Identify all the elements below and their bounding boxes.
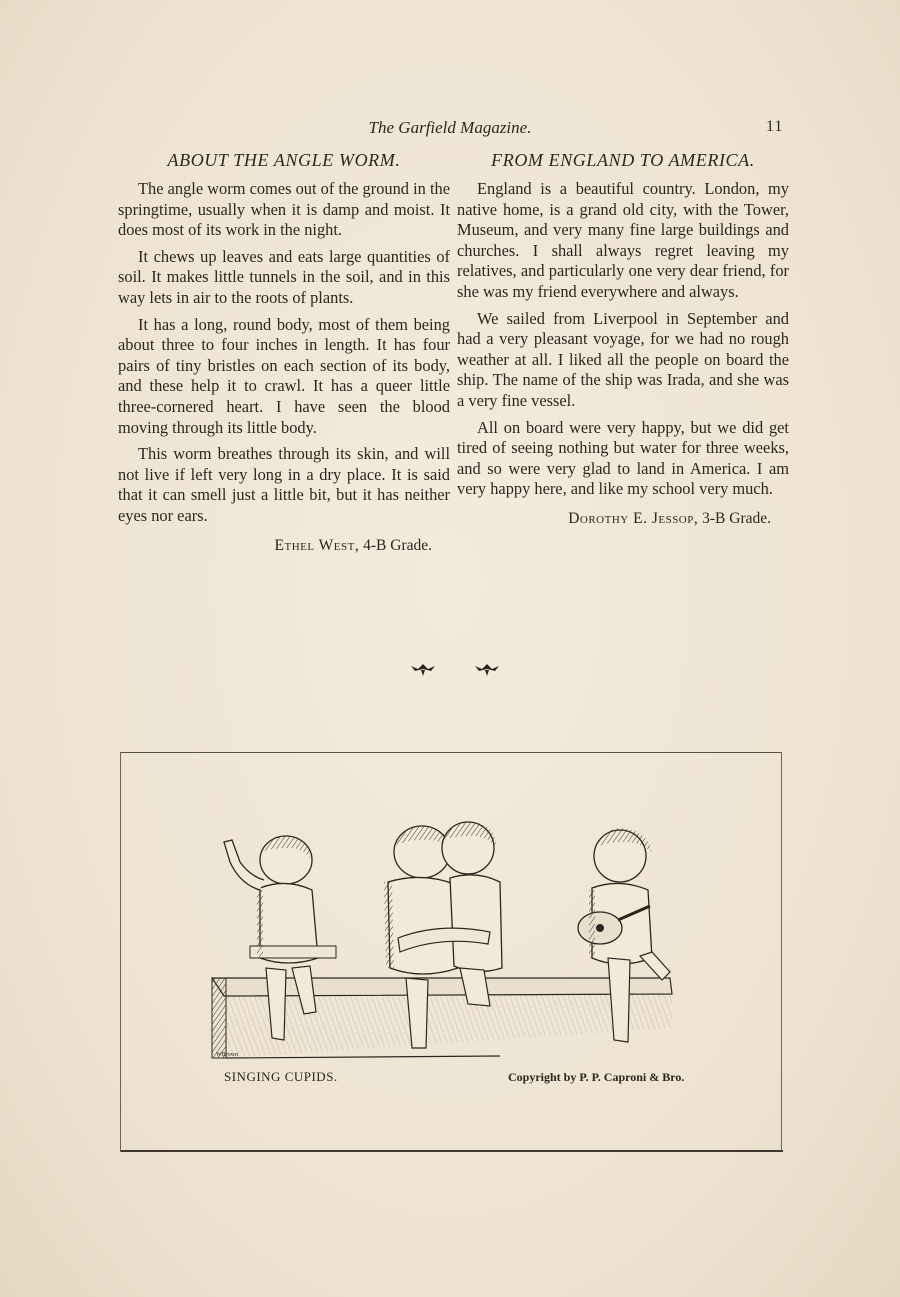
paragraph: This worm breathes through its skin, and will not live if left very long in a dry place. It is said that it can smell just a little bit, but it has neither eyes nor ears. bbox=[118, 444, 450, 525]
frame-bottom-rule bbox=[121, 1150, 783, 1152]
magazine-title: The Garfield Magazine. bbox=[368, 118, 532, 137]
author-signature bbox=[118, 537, 450, 555]
frame-top-rule bbox=[121, 752, 781, 753]
singing-cupids-engraving bbox=[200, 818, 700, 1064]
fleuron-icon bbox=[410, 663, 436, 677]
engraver-mark: WBrown bbox=[216, 1052, 238, 1058]
fleuron-icon bbox=[474, 663, 500, 677]
illustration-copyright: Copyright by P. P. Caproni & Bro. bbox=[508, 1070, 685, 1084]
author-signature bbox=[457, 510, 789, 528]
author-name: Dorothy E. Jessop, bbox=[568, 509, 699, 527]
article-angle-worm bbox=[118, 150, 450, 555]
article-england-america bbox=[457, 150, 789, 528]
article-heading: ABOUT THE ANGLE WORM. bbox=[167, 150, 401, 170]
page-number: 11 bbox=[766, 118, 784, 135]
article-heading: FROM ENGLAND TO AMERICA. bbox=[491, 150, 755, 170]
paragraph: We sailed from Liverpool in September and had a very pleasant voyage, for we had no rough weather at all. I liked all the people on board the ship. The name of the ship was Irada, and she was a very fine vessel. bbox=[457, 308, 789, 410]
author-grade: 4-B Grade. bbox=[363, 536, 432, 554]
paragraph: England is a beautiful country. London, my native home, is a grand old city, with the Tower, Museum, and very many fine large buildings and churches. I shall always regret leaving my relatives, and particularly one very dear friend, for she was my friend everywhere and always. bbox=[457, 179, 789, 301]
author-grade: 3-B Grade. bbox=[702, 509, 771, 527]
author-name: Ethel West, bbox=[274, 536, 360, 554]
paragraph: The angle worm comes out of the ground in the springtime, usually when it is damp and moist. It does most of its work in the night. bbox=[118, 179, 450, 240]
running-header bbox=[0, 116, 900, 140]
section-ornament bbox=[410, 660, 500, 680]
paragraph: It has a long, round body, most of them being about three to four inches in length. It has four pairs of tiny bristles on each section of its body, and these help it to crawl. It has a queer little three-cornered heart. I have seen the blood moving through its little body. bbox=[118, 314, 450, 437]
illustration-caption: SINGING CUPIDS. bbox=[224, 1069, 338, 1084]
paragraph: It chews up leaves and eats large quantities of soil. It makes little tunnels in the soil, and in this way lets in air to the roots of plants. bbox=[118, 246, 450, 307]
paragraph: All on board were very happy, but we did get tired of seeing nothing but water for three weeks, and so were very glad to land in America. I am very happy here, and like my school very much. bbox=[457, 417, 789, 499]
